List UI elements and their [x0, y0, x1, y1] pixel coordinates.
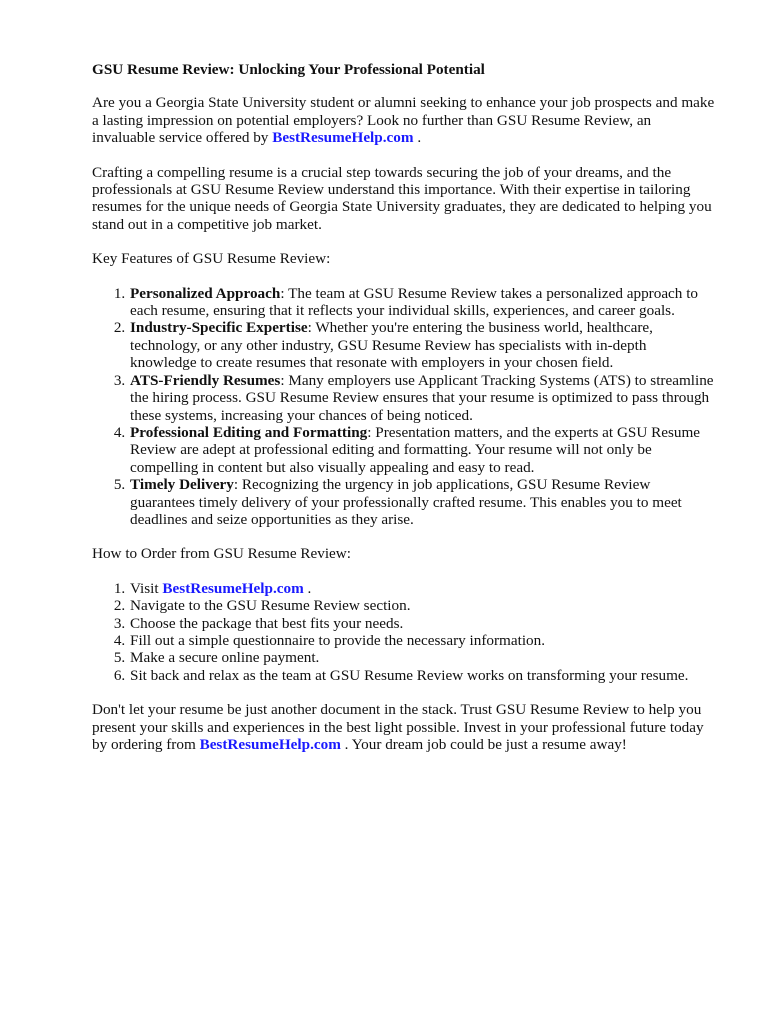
step-text-end: . [303, 579, 312, 597]
closing-text: Don't let your resume be just another document in the stack. Trust GSU Resume Review to help you present your skills and experiences in the best light possible. Invest in your professional future today by ordering from [92, 701, 704, 753]
feature-item [129, 476, 716, 528]
closing-link[interactable]: BestResumeHelp.com [199, 736, 341, 753]
features-list [92, 285, 716, 529]
intro-text-end: . [413, 129, 422, 147]
feature-item [129, 319, 716, 371]
order-step [129, 580, 716, 597]
closing-text-end: . Your dream job could be just a resume away! [340, 736, 627, 753]
step-text: Visit [130, 579, 163, 597]
feature-name: Professional Editing and Formatting [130, 423, 368, 441]
feature-text: : The team at GSU Resume Review takes a personalized approach to each resume, ensuring that it reflects your individual skills, experiences, and career goals. [130, 284, 699, 320]
feature-item [129, 372, 716, 424]
intro-link[interactable]: BestResumeHelp.com [272, 129, 414, 147]
order-step-link[interactable]: BestResumeHelp.com [162, 579, 304, 597]
feature-name: Personalized Approach [130, 284, 281, 302]
feature-name: ATS-Friendly Resumes [130, 371, 281, 389]
feature-text: : Recognizing the urgency in job applications, GSU Resume Review guarantees timely delivery of your professionally crafted resume. This enables you to meet deadlines and seize opportunities as they arise. [130, 476, 682, 528]
feature-item [129, 424, 716, 476]
intro-text: Are you a Georgia State University student or alumni seeking to enhance your job prospects and make a lasting impression on potential employers? Look no further than GSU Resume Review, an invaluable service offered by [92, 94, 715, 147]
feature-text: : Many employers use Applicant Tracking Systems (ATS) to streamline the hiring process. GSU Resume Review ensures that your resume is optimized to pass through these systems, increasing your chances of being noticed. [130, 371, 714, 424]
feature-name: Industry-Specific Expertise [130, 319, 308, 337]
order-step: 5. Make a secure online payment. [129, 649, 716, 666]
feature-text: : Presentation matters, and the experts at GSU Resume Review are adept at professional editing and formatting. Your resume will not only be compelling in content but also visually appealing and easy to read. [130, 423, 701, 476]
order-heading: How to Order from GSU Resume Review: [92, 545, 351, 563]
feature-name: Timely Delivery [130, 476, 234, 494]
order-step: 6. Sit back and relax as the team at GSU Resume Review works on transforming your resume. [129, 667, 716, 684]
document-title: GSU Resume Review: Unlocking Your Professional Potential [92, 61, 485, 78]
order-step: 2. Navigate to the GSU Resume Review section. [129, 597, 716, 614]
intro-paragraph [92, 94, 716, 146]
order-step: 3. Choose the package that best fits your needs. [129, 615, 716, 632]
closing-paragraph [92, 701, 716, 753]
feature-text: : Whether you're entering the business world, healthcare, technology, or any other industry, GSU Resume Review has specialists with in-depth knowledge to create resumes that resonate with employers in your chosen field. [130, 319, 653, 372]
features-heading: Key Features of GSU Resume Review: [92, 250, 331, 268]
feature-item [129, 285, 716, 320]
paragraph-2: Crafting a compelling resume is a crucial step towards securing the job of your dreams, and the professionals at GSU Resume Review understand this importance. With their expertise in tailoring resumes for the unique needs of Georgia State University graduates, they are dedicated to helping you stand out in a competitive job market. [92, 163, 712, 233]
order-steps-list [92, 580, 716, 684]
order-step: 4. Fill out a simple questionnaire to provide the necessary information. [129, 632, 716, 649]
